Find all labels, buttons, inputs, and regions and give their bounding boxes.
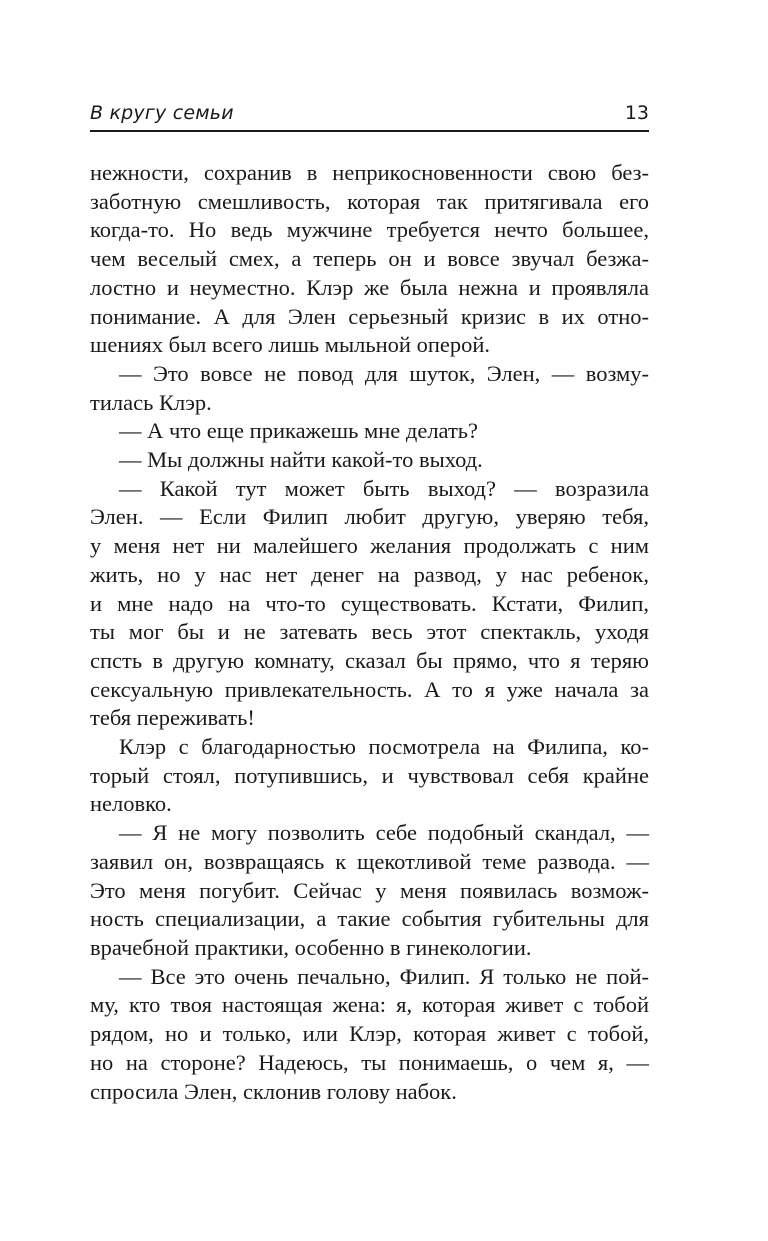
text-line: понимание. А для Элен серьезный кризис в их отно- — [90, 303, 649, 329]
text-line: когда-то. Но ведь мужчине требуется нечто большее, — [90, 217, 649, 243]
paragraph — [90, 475, 649, 733]
text-line: — А что еще прикажешь мне делать? — [119, 418, 479, 444]
text-line: шениях был всего лишь мыльной оперой. — [90, 332, 491, 358]
text-line: сексуальную привлекательность. А то я уже начала за — [90, 676, 649, 702]
paragraph — [90, 446, 649, 475]
running-header-title: В кругу семьи — [90, 102, 234, 124]
paragraph — [90, 159, 649, 360]
text-line: торый стоял, потупившись, и чувствовал себя крайне — [90, 762, 649, 788]
text-line: но на стороне? Надеюсь, ты понимаешь, о чем я, — — [90, 1049, 649, 1075]
text-line: тилась Клэр. — [90, 389, 212, 415]
paragraph — [90, 819, 649, 963]
text-line: заботную смешливость, которая так притягивала его — [90, 188, 649, 214]
paragraph — [90, 963, 649, 1107]
text-line: — Все это очень печально, Филип. Я только не пой- — [119, 963, 649, 989]
text-line: жить, но у нас нет денег на развод, у нас ребенок, — [90, 561, 649, 587]
page-number: 13 — [624, 102, 649, 124]
text-line: му, кто твоя настоящая жена: я, которая живет с тобой — [90, 992, 649, 1018]
text-line: ты мог бы и не затевать весь этот спектакль, уходя — [90, 619, 649, 645]
text-line: — Какой тут может быть выход? — возразила — [119, 475, 649, 501]
text-line: спсть в другую комнату, сказал бы прямо, что я теряю — [90, 647, 649, 673]
text-line: неловко. — [90, 791, 172, 817]
text-line: врачебной практики, особенно в гинекологии. — [90, 934, 532, 960]
body-text — [90, 159, 649, 1106]
text-line: ность специализации, а такие события губительны для — [90, 906, 649, 932]
text-line: — Это вовсе не повод для шуток, Элен, — возму- — [119, 360, 649, 386]
text-line: Элен. — Если Филип любит другую, уверяю тебя, — [90, 504, 649, 530]
header-rule — [90, 130, 649, 132]
text-line: лостно и неуместно. Клэр же была нежна и проявляла — [90, 274, 649, 300]
text-line: рядом, но и только, или Клэр, которая живет с тобой, — [90, 1021, 649, 1047]
text-line: Это меня погубит. Сейчас у меня появилась возмож- — [90, 877, 649, 903]
paragraph — [90, 417, 649, 446]
paragraph — [90, 733, 649, 819]
text-line: спросила Элен, склонив голову набок. — [90, 1078, 457, 1104]
text-line: — Мы должны найти какой-то выход. — [119, 447, 483, 473]
paragraph — [90, 360, 649, 417]
text-line: нежности, сохранив в неприкосновенности свою без- — [90, 160, 649, 185]
text-line: и мне надо на что-то существовать. Кстати, Филип, — [90, 590, 649, 616]
text-line: Клэр с благодарностью посмотрела на Филипа, ко- — [119, 734, 649, 760]
text-line: тебя переживать! — [90, 705, 255, 731]
text-line: у меня нет ни малейшего желания продолжать с ним — [90, 533, 649, 559]
running-header — [90, 100, 649, 130]
text-line: — Я не могу позволить себе подобный скандал, — — [119, 820, 649, 846]
text-line: заявил он, возвращаясь к щекотливой теме развода. — — [90, 848, 649, 874]
text-line: чем веселый смех, а теперь он и вовсе звучал безжа- — [90, 246, 649, 272]
